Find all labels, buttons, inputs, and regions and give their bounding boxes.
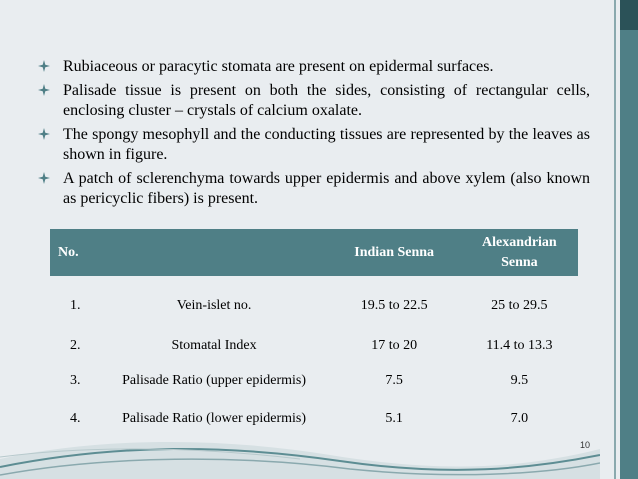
- cell-alexandrian: 7.0: [510, 411, 529, 426]
- four-point-star-bullet-icon: [38, 128, 50, 140]
- wave-decoration: [0, 419, 600, 479]
- header-no: No.: [50, 229, 101, 276]
- right-accent-bar-top: [620, 0, 638, 30]
- cell-no: 1.: [70, 298, 81, 313]
- table-row: [50, 276, 578, 326]
- four-point-star-bullet-icon: [38, 84, 50, 96]
- four-point-star-bullet-icon: [38, 172, 50, 184]
- four-point-star-bullet-icon: [38, 60, 50, 72]
- cell-no: 4.: [70, 411, 81, 426]
- table-row: [50, 326, 578, 366]
- bullet-item: [36, 125, 590, 166]
- cell-alexandrian: 11.4 to 13.3: [486, 338, 553, 353]
- cell-alexandrian: 25 to 29.5: [491, 298, 548, 313]
- bullet-item: [36, 81, 590, 122]
- header-indian-senna: Indian Senna: [328, 229, 461, 276]
- cell-alexandrian: 9.5: [510, 373, 529, 388]
- page-number: 10: [580, 440, 591, 450]
- cell-indian: 7.5: [385, 373, 403, 388]
- table-header-row: [50, 229, 578, 276]
- bullet-text: Rubiaceous or paracytic stomata are present on epidermal surfaces.: [63, 58, 494, 75]
- table-row: [50, 366, 578, 396]
- comparison-table: [50, 229, 578, 434]
- right-accent-line: [614, 0, 616, 479]
- cell-no: 3.: [70, 373, 81, 388]
- bullet-list: [36, 57, 590, 213]
- cell-parameter: Palisade Ratio (upper epidermis): [122, 373, 307, 388]
- right-accent-bar: [620, 0, 638, 479]
- header-parameter: [101, 229, 328, 276]
- cell-indian: 19.5 to 22.5: [360, 298, 428, 313]
- header-alexandrian-senna: Alexandrian Senna: [461, 229, 578, 276]
- cell-indian: 17 to 20: [371, 338, 418, 353]
- bullet-text: The spongy mesophyll and the conducting tissues are represented by the leaves as shown in figure.: [63, 125, 590, 163]
- cell-indian: 5.1: [385, 411, 403, 426]
- bullet-item: [36, 57, 590, 78]
- bullet-text: A patch of sclerenchyma towards upper epidermis and above xylem (also known as pericyclic fibers) is present.: [63, 169, 590, 207]
- bullet-text: Palisade tissue is present on both the sides, consisting of rectangular cells, enclosing cluster – crystals of calcium oxalate.: [63, 81, 590, 119]
- cell-parameter: Palisade Ratio (lower epidermis): [122, 411, 307, 426]
- bullet-item: [36, 169, 590, 210]
- cell-parameter: Stomatal Index: [171, 338, 257, 353]
- cell-parameter: Vein-islet no.: [176, 298, 252, 313]
- cell-no: 2.: [70, 338, 81, 353]
